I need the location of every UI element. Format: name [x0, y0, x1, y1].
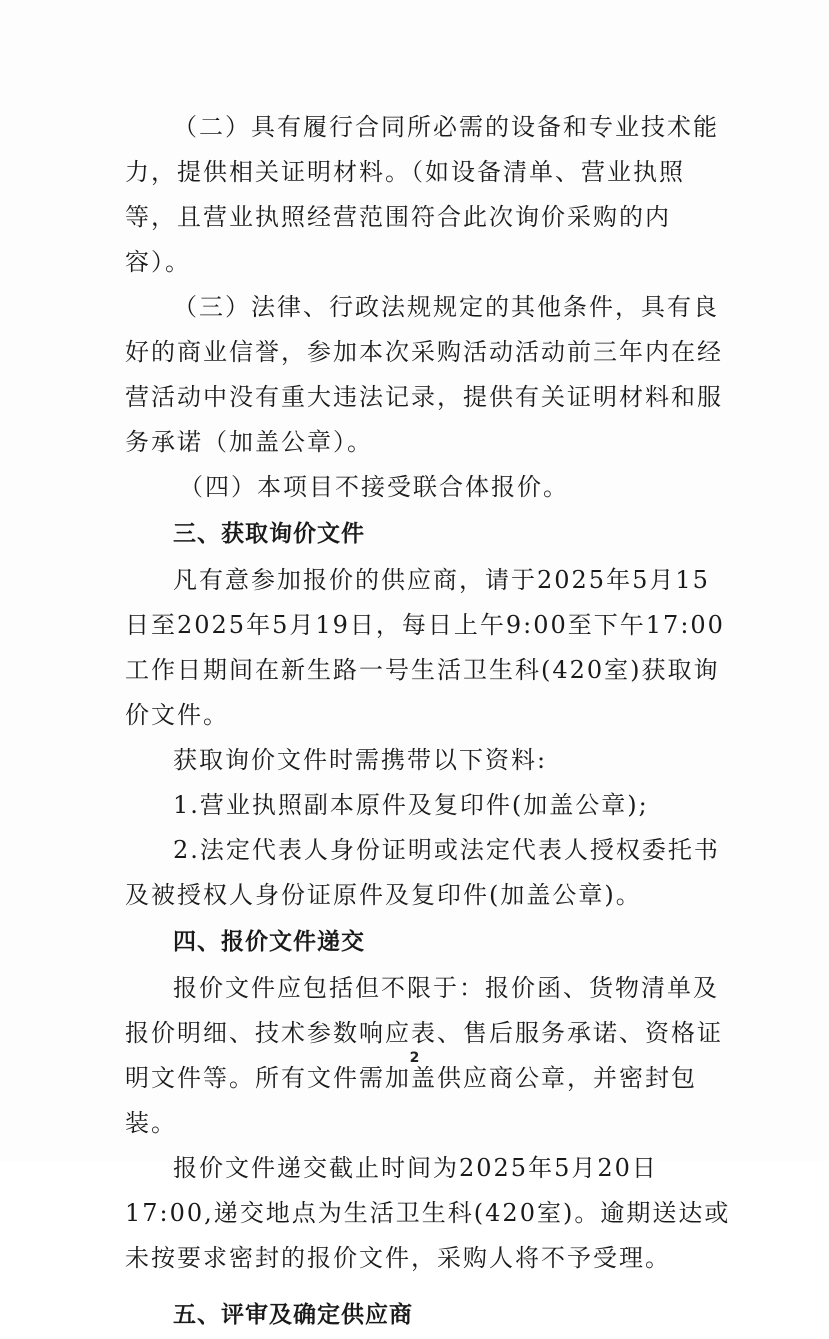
paragraph-obtain-materials: 获取询价文件时需携带以下资料: [173, 746, 548, 774]
page-number: 2 [409, 1050, 420, 1066]
paragraph-qualification-3: （三）法律、行政法规规定的其他条件，具有良好的商业信誉，参加本次采购活动活动前三年内在经营活动中没有重大违法记录，提供有关证明材料和服务承诺（加盖公章）。 [125, 293, 723, 456]
section-heading-3: 三、获取询价文件 [173, 521, 365, 547]
paragraph-obtain-time: 凡有意参加报价的供应商，请于2025年5月15日至2025年5月19日，每日上午9:00至下午17:00工作日期间在新生路一号生活卫生科(420室)获取询价文件。 [125, 566, 725, 729]
spacer [125, 1281, 735, 1291]
paragraph-material-2: 2.法定代表人身份证明或法定代表人授权委托书及被授权人身份证原件及复印件(加盖公章)。 [125, 836, 720, 909]
section-heading-5: 五、评审及确定供应商 [173, 1302, 413, 1328]
paragraph-qualification-4: （四）本项目不接受联合体报价。 [179, 473, 569, 501]
section-heading-4: 四、报价文件递交 [173, 929, 365, 955]
paragraph-qualification-2: （二）具有履行合同所必需的设备和专业技术能力，提供相关证明材料。（如设备清单、营业执照等，且营业执照经营范围符合此次询价采购的内容）。 [125, 113, 719, 276]
document-body [125, 105, 735, 1339]
paragraph-material-1: 1.营业执照副本原件及复印件(加盖公章); [173, 791, 649, 819]
paragraph-quote-deadline: 报价文件递交截止时间为2025年5月20日17:00,递交地点为生活卫生科(420室)。逾期送达或未按要求密封的报价文件，采购人将不予受理。 [125, 1154, 731, 1272]
paragraph-quote-contents: 报价文件应包括但不限于：报价函、货物清单及报价明细、技术参数响应表、售后服务承诺、资格证明文件等。所有文件需加盖供应商公章，并密封包装。 [125, 974, 723, 1137]
